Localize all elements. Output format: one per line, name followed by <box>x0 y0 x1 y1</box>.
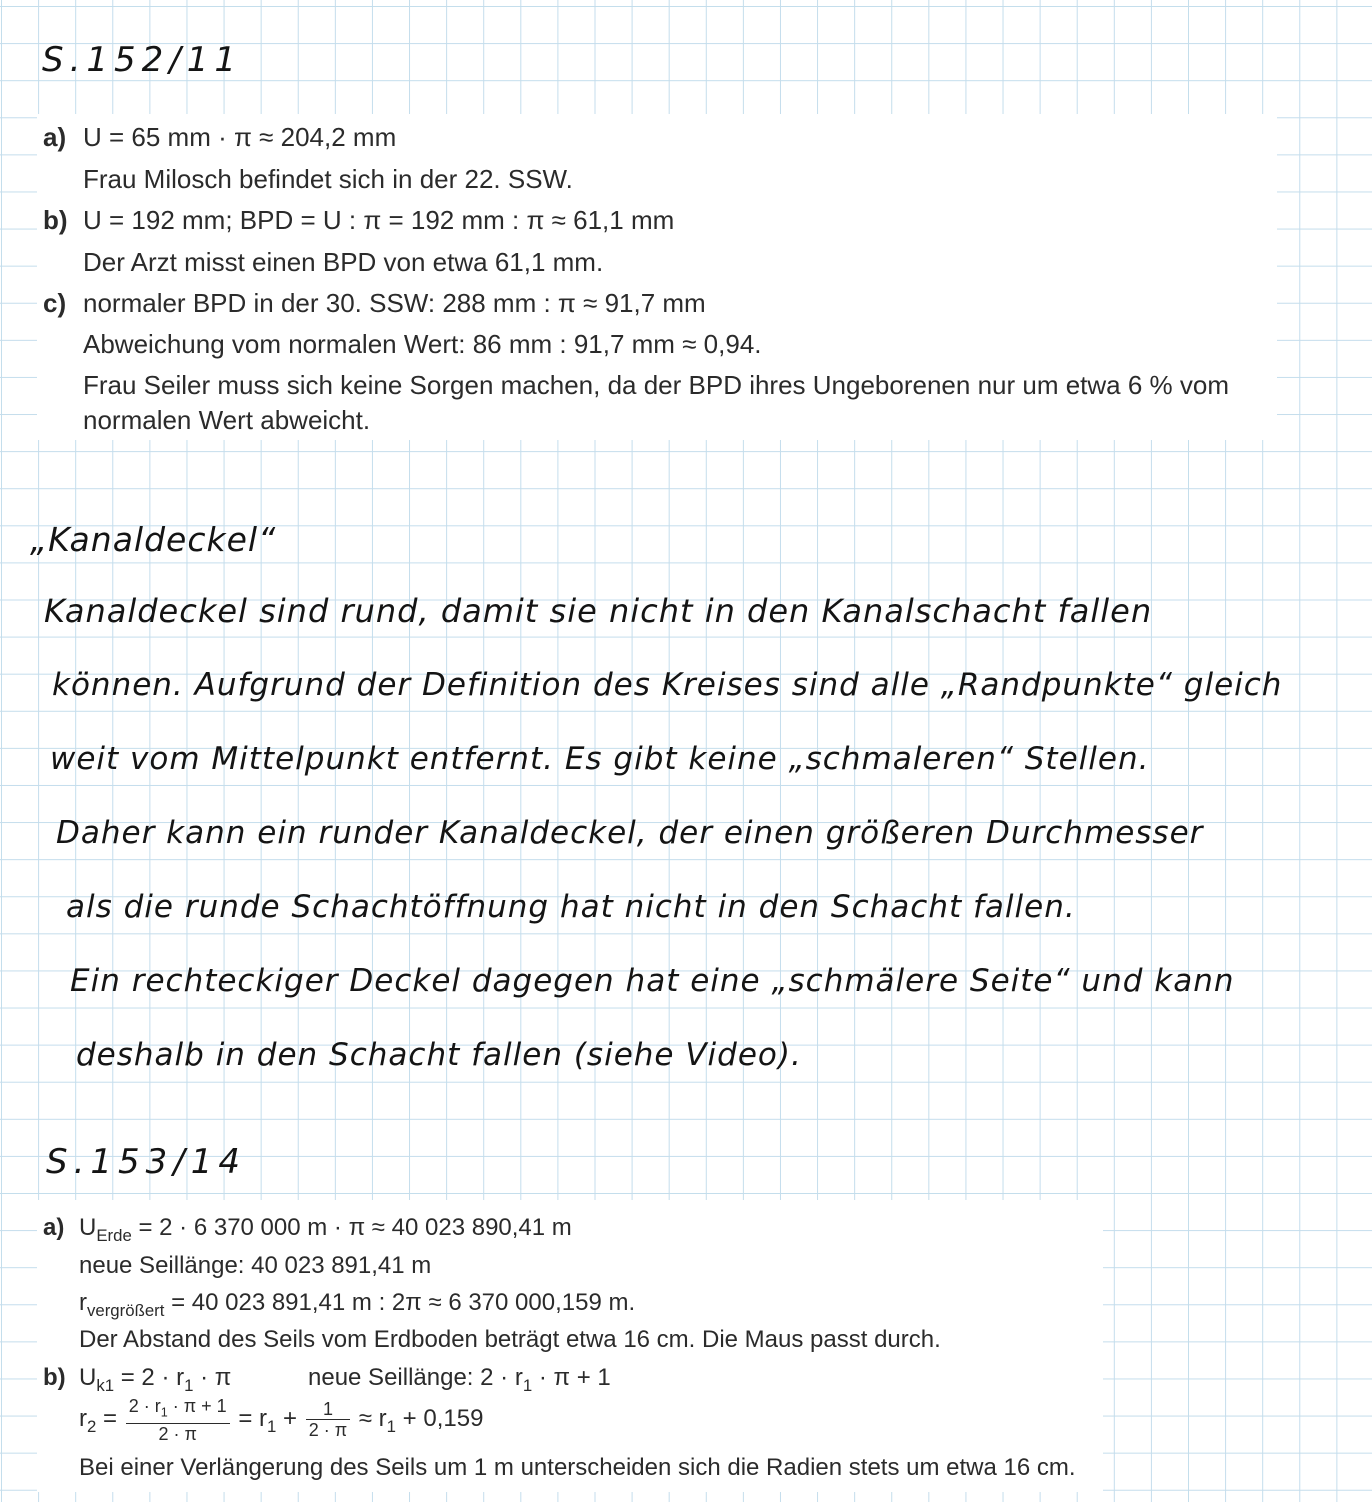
r1-sub-b: 1 <box>386 1416 397 1436</box>
line-a1: U = 65 mm · π ≈ 204,2 mm <box>83 122 397 152</box>
plus-sign: + <box>276 1405 298 1433</box>
kanaldeckel-line-4: Daher kann ein runder Kanaldeckel, der einen größeren Durchmesser <box>56 815 1204 851</box>
b1-end: · π <box>193 1364 232 1391</box>
line-b1 <box>79 1364 231 1396</box>
fraction-1-denominator: 2 · π <box>158 1423 197 1444</box>
kanaldeckel-line-7: deshalb in den Schacht fallen (siehe Video). <box>76 1037 802 1073</box>
mid-term: = r <box>231 1405 268 1433</box>
b1-right-end: · π + 1 <box>532 1364 611 1391</box>
fraction-1 <box>126 1396 230 1444</box>
label-b: b) <box>43 205 68 235</box>
line-b2-equation <box>79 1396 483 1444</box>
r1-sub-a: 1 <box>267 1416 277 1436</box>
line-c1: normaler BPD in der 30. SSW: 288 mm : π ≈ 91,7 mm <box>83 288 706 318</box>
kanaldeckel-title: „Kanaldeckel“ <box>30 520 277 559</box>
kanaldeckel-line-1: Kanaldeckel sind rund, damit sie nicht in den Kanalschacht fallen <box>44 592 1153 630</box>
line-b1-right <box>308 1364 611 1396</box>
kanaldeckel-line-2: können. Aufgrund der Definition des Kreises sind alle „Randpunkte“ gleich <box>52 667 1283 703</box>
line-a2: neue Seillänge: 40 023 891,41 m <box>79 1252 432 1279</box>
line-c4: normalen Wert abweicht. <box>83 405 371 435</box>
label-a: a) <box>43 1214 65 1241</box>
fraction-1-numerator: $2 \cdot r_1 \cdot \pi + 1$ <box>126 1396 230 1424</box>
line-c3: Frau Seiler muss sich keine Sorgen machen, da der BPD ihres Ungeborenen nur um etwa 6 % vom <box>83 370 1230 400</box>
a1-rest: = 2 · 6 370 000 m · π ≈ 40 023 890,41 m <box>131 1214 572 1241</box>
u-symbol: U <box>79 1214 97 1241</box>
label-b: b) <box>43 1364 66 1391</box>
r1-subscript-right: 1 <box>522 1375 533 1395</box>
line-c2: Abweichung vom normalen Wert: 86 mm : 91,7 mm ≈ 0,94. <box>83 329 762 359</box>
line-a1 <box>79 1214 572 1246</box>
line-a2: Frau Milosch befindet sich in der 22. SSW. <box>83 164 573 194</box>
r2-subscript: 2 <box>87 1416 97 1436</box>
uk1-symbol: U <box>79 1364 97 1391</box>
end-term: + 0,159 <box>396 1405 484 1433</box>
fraction-2 <box>306 1399 350 1440</box>
r1-subscript: 1 <box>184 1375 194 1395</box>
page-heading-1: S.152/11 <box>42 40 243 80</box>
page-heading-2: S.153/14 <box>46 1142 247 1182</box>
line-b3: Bei einer Verlängerung des Seils um 1 m unterscheiden sich die Radien stets um etwa 16 cm. <box>79 1454 1076 1481</box>
kanaldeckel-line-6: Ein rechteckiger Deckel dagegen hat eine „schmälere Seite“ und kann <box>70 963 1235 999</box>
label-a: a) <box>43 122 67 152</box>
eq-sign: = <box>96 1405 118 1433</box>
line-b1: U = 192 mm; BPD = U : π = 192 mm : π ≈ 61,1 mm <box>83 205 675 235</box>
line-b2: Der Arzt misst einen BPD von etwa 61,1 mm. <box>83 247 604 277</box>
r2-symbol: r <box>79 1405 87 1433</box>
kanaldeckel-line-3: weit vom Mittelpunkt entfernt. Es gibt keine „schmaleren“ Stellen. <box>50 741 1150 777</box>
fraction-2-numerator: 1 <box>306 1399 350 1420</box>
uk1-subscript: k1 <box>96 1375 115 1395</box>
b1-mid: = 2 · r <box>114 1364 185 1391</box>
label-c: c) <box>43 288 67 318</box>
r-symbol: r <box>79 1289 87 1316</box>
u-subscript: Erde <box>96 1225 132 1245</box>
approx-term: ≈ r <box>352 1405 387 1433</box>
b1-right-pre: neue Seillänge: 2 · r <box>308 1364 523 1391</box>
a3-rest: = 40 023 891,41 m : 2π ≈ 6 370 000,159 m. <box>164 1289 636 1316</box>
line-a3 <box>79 1289 635 1321</box>
solution-block-14 <box>37 1200 1103 1492</box>
fraction-2-denominator: 2 · π <box>308 1420 348 1441</box>
r-subscript: vergrößert <box>87 1300 165 1320</box>
kanaldeckel-line-5: als die runde Schachtöffnung hat nicht in den Schacht fallen. <box>66 889 1076 925</box>
line-a4: Der Abstand des Seils vom Erdboden beträgt etwa 16 cm. Die Maus passt durch. <box>79 1326 941 1353</box>
solution-block-11 <box>37 114 1277 440</box>
